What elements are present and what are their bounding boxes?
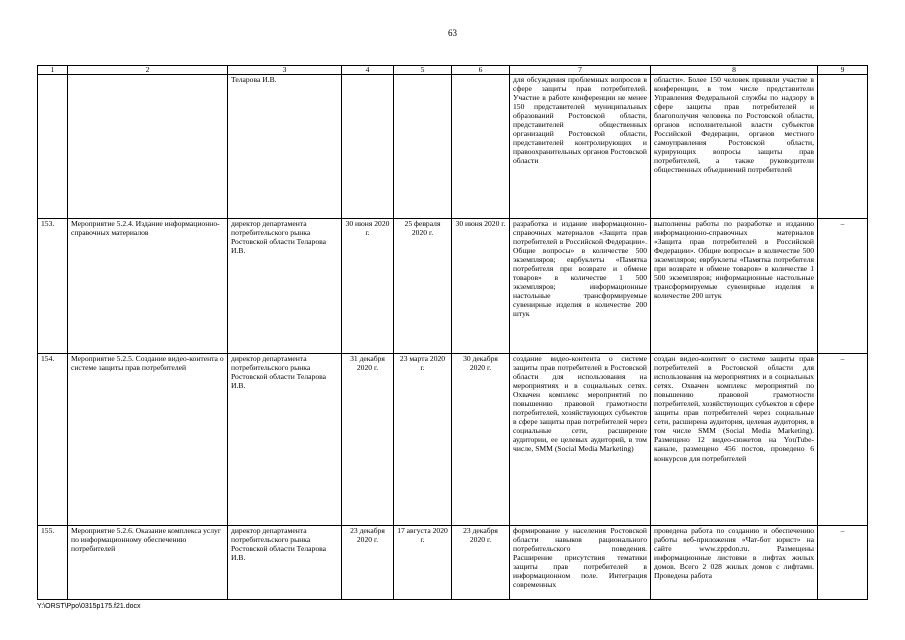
column-number: 7: [510, 66, 651, 75]
plan-date: 23 декабря 2020 г.: [342, 526, 394, 600]
page-number: 63: [448, 28, 457, 38]
column-number-row: [38, 66, 868, 75]
table-row: [38, 526, 868, 600]
plan-date: 30 июня 2020 г.: [342, 219, 394, 354]
event-name: Мероприятие 5.2.4. Издание информационно-справочных материалов: [68, 219, 228, 354]
event-name: [68, 75, 228, 219]
fact-end-date: [452, 75, 510, 219]
fact-end-date: 23 декабря 2020 г.: [452, 526, 510, 600]
responsible-person: Теларова И.В.: [228, 75, 342, 219]
column-number: 1: [38, 66, 68, 75]
actual-result: создан видео-контент о системе защиты прав потребителей в Ростовской области для использования на мероприятиях и в социальных сетях. Охвачен комплекс мероприятий по повышению правовой грамотности потребителей, хозяйствующих субъектов в сфере защиты прав потребителей через социальные сети, расширена аудитория, целевая аудитория, в том числе SMM (Social Media Marketing). Размещено 12 видео-сюжетов на YouTube-канале, размещено 456 постов, проведено 6 конкурсов для потребителей: [651, 354, 818, 526]
fact-start-date: 17 августа 2020 г.: [394, 526, 452, 600]
expected-result: разработка и издание информационно-справочных материалов «Защита прав потребителей в Российской Федерации». Общие вопросы» в количестве 500 экземпляров; еврбуклеты «Памятка потребителя при возврате и обмене товаров» в количестве 1 500 экземпляров; информационные настольные трансформируемые сувенирные изделия в количестве 200 штук: [510, 219, 651, 354]
plan-date: [342, 75, 394, 219]
actual-result: проведена работа по созданию и обеспечению работы веб-приложения «Чат-бот юрист» на сайте www.zppdon.ru. Размещены информационные листовки в лифтах жилых домов. Всего 2 028 жилых домов с лифтами. Проведена работа: [651, 526, 818, 600]
column-number: 2: [68, 66, 228, 75]
actual-result: выполнены работы по разработке и изданию информационно-справочных материалов «Защита прав потребителей в Российской Федерации». Общие вопросы» в количестве 500 экземпляров; еврбуклеты «Памятка потребителя при возврате и обмене товаров» в количестве 1 500 экземпляров; информационные настольные трансформируемые сувенирные изделия в количестве 200 штук: [651, 219, 818, 354]
fact-start-date: 25 февраля 2020 г.: [394, 219, 452, 354]
row-number: 153.: [38, 219, 68, 354]
column-number: 6: [452, 66, 510, 75]
fact-end-date: 30 июня 2020 г.: [452, 219, 510, 354]
row-number: 155.: [38, 526, 68, 600]
note: [818, 75, 868, 219]
plan-date: 31 декабря 2020 г.: [342, 354, 394, 526]
table-row: [38, 354, 868, 526]
note: –: [818, 354, 868, 526]
column-number: 3: [228, 66, 342, 75]
table-row: [38, 219, 868, 354]
actual-result: области». Более 150 человек приняли участие в конференции, в том числе представители Управления Федеральной службы по надзору в сфере защиты прав потребителей и благополучия человека по Ростовской области, органов исполнительной власти субъектов Российской Федерации, органов местного самоуправления Ростовской области, курирующих вопросы защиты прав потребителей, а также руководители общественных объединений потребителей: [651, 75, 818, 219]
column-number: 8: [651, 66, 818, 75]
expected-result: формирование у населения Ростовской области навыков рационального потребительского поведения. Расширение присутствия тематики защиты прав потребителей в информационном поле. Интеграция современных: [510, 526, 651, 600]
column-number: 4: [342, 66, 394, 75]
event-name: Мероприятие 5.2.6. Оказание комплекса услуг по информационному обеспечению потребителей: [68, 526, 228, 600]
responsible-person: директор департамента потребительского рынка Ростовской области Теларова И.В.: [228, 219, 342, 354]
note: –: [818, 526, 868, 600]
fact-start-date: [394, 75, 452, 219]
report-table: [37, 65, 868, 600]
responsible-person: директор департамента потребительского рынка Ростовской области Теларова И.В.: [228, 354, 342, 526]
column-number: 9: [818, 66, 868, 75]
row-number: [38, 75, 68, 219]
fact-start-date: 23 марта 2020 г.: [394, 354, 452, 526]
expected-result: создание видео-контента о системе защиты прав потребителей в Ростовской области для использования на мероприятиях и в социальных сетях. Охвачен комплекс мероприятий по повышению правовой грамотности потребителей, хозяйствующих субъектов в сфере защиты прав потребителей через социальные сети, расширение аудитории, ее целевых аудиторий, в том числе, SMM (Social Media Marketing): [510, 354, 651, 526]
file-path-footer: Y:\ORST\Ppo\0315p175.f21.docx: [37, 603, 141, 610]
expected-result: для обсуждения проблемных вопросов в сфере защиты прав потребителей. Участие в работе конференции не менее 150 представителей муниципальных образований Ростовской области, представителей общественных организаций Ростовской области, представителей контролирующих и правоохранительных органов Ростовской области: [510, 75, 651, 219]
table-row: [38, 75, 868, 219]
row-number: 154.: [38, 354, 68, 526]
responsible-person: директор департамента потребительского рынка Ростовской области Теларова И.В.: [228, 526, 342, 600]
event-name: Мероприятие 5.2.5. Создание видео-контента о системе защиты прав потребителей: [68, 354, 228, 526]
note: –: [818, 219, 868, 354]
column-number: 5: [394, 66, 452, 75]
fact-end-date: 30 декабря 2020 г.: [452, 354, 510, 526]
